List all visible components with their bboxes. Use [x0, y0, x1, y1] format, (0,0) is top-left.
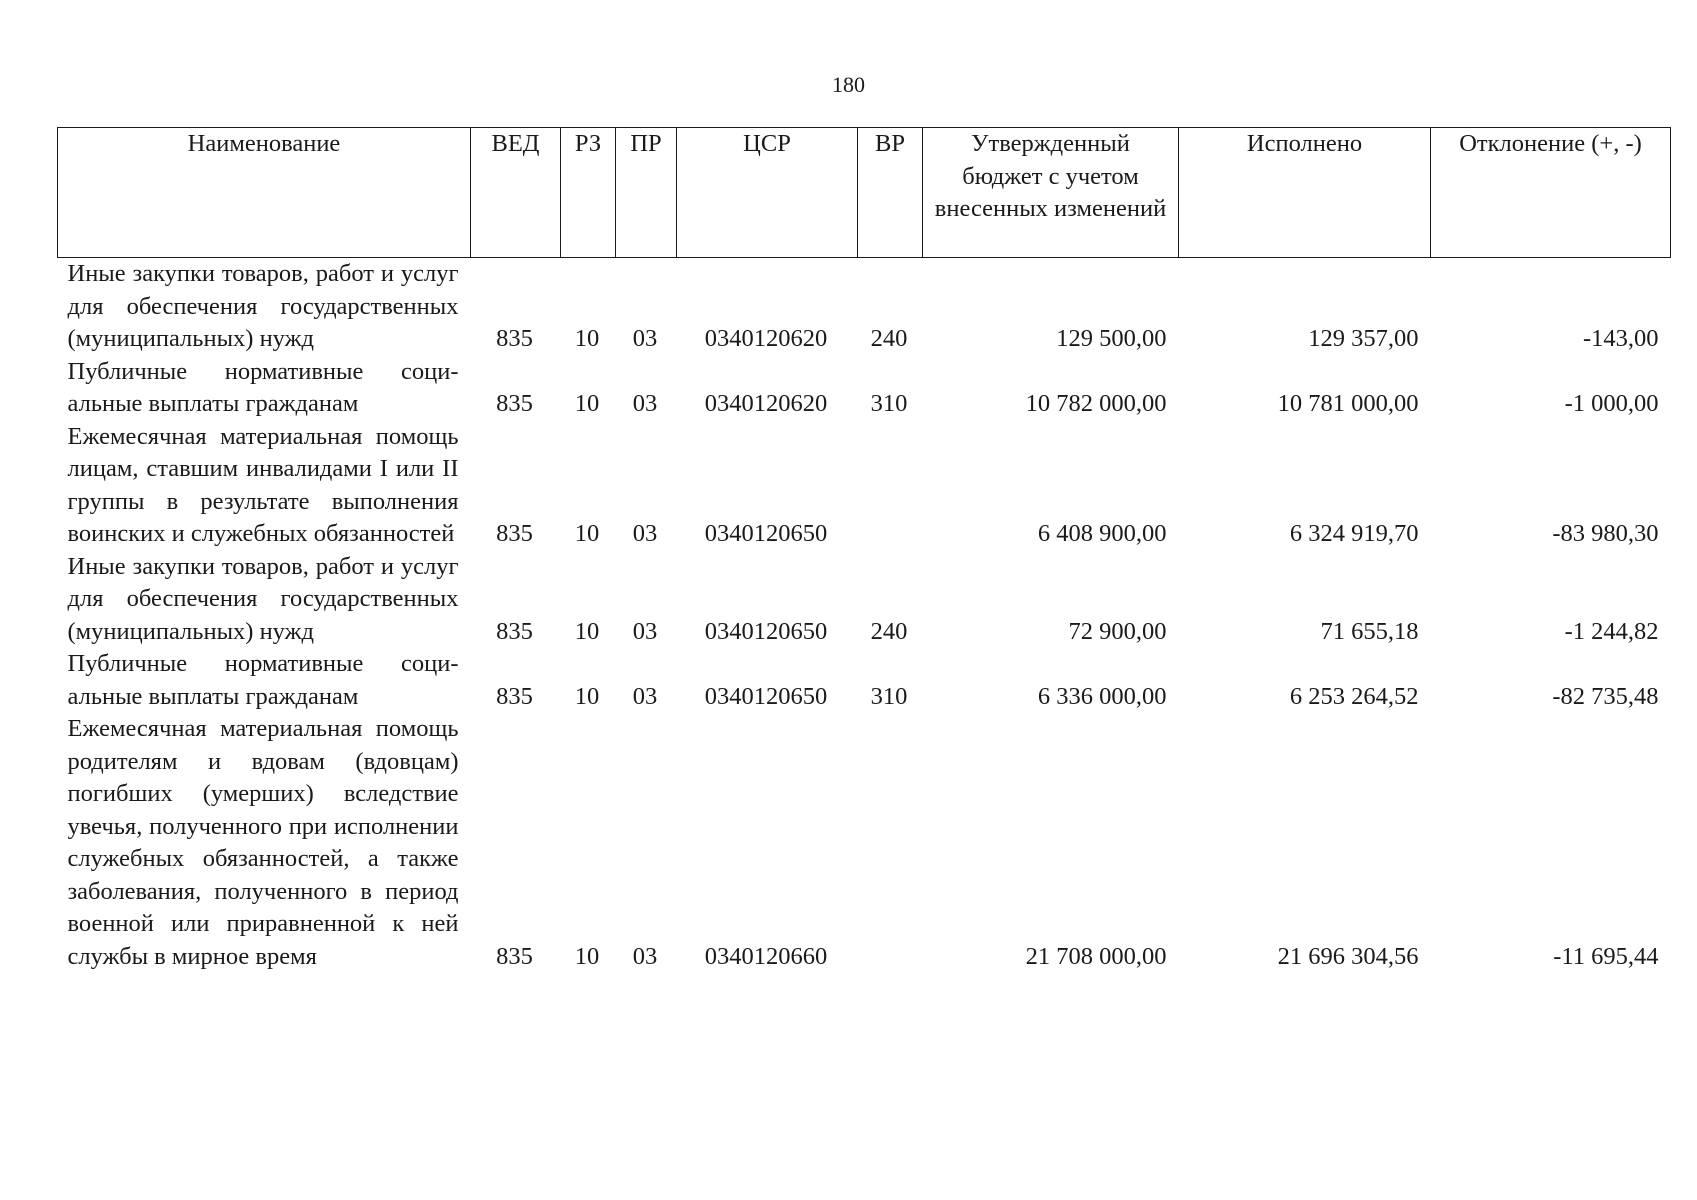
cell-executed: 6 253 264,52	[1289, 682, 1419, 710]
cell-deviation: -143,00	[1582, 325, 1659, 352]
cell-rz: 10	[574, 682, 600, 710]
table-row	[58, 258, 1671, 356]
cell-executed: 10 781 000,00	[1277, 390, 1419, 417]
cell-name: Публичные нормативные социальные выплаты гражданам	[67, 650, 459, 710]
cell-pr: 03	[632, 390, 658, 417]
cell-rz: 10	[574, 520, 600, 547]
cell-approved: 10 782 000,00	[1025, 390, 1167, 417]
cell-deviation: -82 735,48	[1552, 682, 1659, 710]
cell-csr: 0340120650	[704, 617, 828, 645]
cell-ved: 835	[496, 942, 533, 970]
cell-ved: 835	[496, 325, 533, 352]
table-row	[58, 356, 1671, 421]
cell-pr: 03	[632, 520, 658, 547]
cell-executed: 21 696 304,56	[1277, 942, 1419, 970]
cell-vr: 310	[870, 682, 908, 710]
cell-approved: 6 408 900,00	[1037, 520, 1167, 547]
cell-vr: 240	[870, 325, 908, 352]
header-deviation: Отклонение (+, -)	[1431, 128, 1671, 258]
cell-executed: 129 357,00	[1308, 325, 1419, 352]
cell-approved: 6 336 000,00	[1037, 682, 1167, 710]
header-vr: ВР	[858, 128, 923, 258]
cell-executed: 6 324 919,70	[1289, 520, 1419, 547]
header-rz: РЗ	[561, 128, 616, 258]
cell-name: Иные закупки товаров, работ и услуг для обеспечения государственных (муниципальных) нужд	[67, 260, 459, 352]
cell-rz: 10	[574, 617, 600, 645]
header-pr: ПР	[616, 128, 677, 258]
cell-deviation: -1 000,00	[1564, 390, 1659, 417]
cell-pr: 03	[632, 617, 658, 645]
cell-rz: 10	[574, 325, 600, 352]
header-csr: ЦСР	[677, 128, 858, 258]
cell-name: Ежемесячная материальная помощь лицам, ставшим инвалидами I или II группы в результате выполнения воинских и служебных обязанностей	[67, 422, 459, 547]
cell-name: Публичные нормативные социальные выплаты гражданам	[67, 357, 459, 417]
cell-deviation: -11 695,44	[1553, 942, 1659, 970]
cell-approved: 129 500,00	[1056, 325, 1167, 352]
cell-name: Иные закупки товаров, работ и услуг для обеспечения государственных (муниципальных) нужд	[67, 552, 459, 645]
cell-vr	[858, 713, 923, 973]
header-executed: Исполнено	[1179, 128, 1431, 258]
header-approved-budget: Утвержденный бюджет с учетом внесенных изменений	[923, 128, 1179, 258]
cell-csr: 0340120620	[704, 325, 828, 352]
cell-rz: 10	[574, 942, 600, 970]
cell-pr: 03	[632, 325, 658, 352]
cell-vr: 240	[870, 617, 908, 645]
cell-pr: 03	[632, 682, 658, 710]
cell-name: Ежемесячная материальная помощь родителям и вдовам (вдовцам) погибших (умерших) вследствие увечья, полученного при исполнении служебных обязанностей, а также заболевания, полученного в период военной или приравненной к ней службы в мирное время	[67, 715, 459, 970]
cell-csr: 0340120620	[704, 390, 828, 417]
budget-table	[57, 127, 1671, 973]
cell-csr: 0340120660	[704, 942, 828, 970]
table-row	[58, 713, 1671, 973]
table-row	[58, 551, 1671, 649]
header-name: Наименование	[58, 128, 471, 258]
cell-approved: 72 900,00	[1068, 617, 1167, 645]
cell-rz: 10	[574, 390, 600, 417]
cell-approved: 21 708 000,00	[1025, 942, 1167, 970]
cell-deviation: -83 980,30	[1552, 520, 1659, 547]
cell-executed: 71 655,18	[1320, 617, 1419, 645]
cell-csr: 0340120650	[704, 682, 828, 710]
header-ved: ВЕД	[471, 128, 561, 258]
table-header-row	[58, 128, 1671, 258]
cell-csr: 0340120650	[704, 520, 828, 547]
cell-ved: 835	[496, 390, 533, 417]
table-row	[58, 648, 1671, 713]
cell-vr: 310	[870, 390, 908, 417]
cell-ved: 835	[496, 617, 533, 645]
cell-pr: 03	[632, 942, 658, 970]
table-row	[58, 421, 1671, 551]
page-number: 180	[832, 72, 865, 97]
cell-ved: 835	[496, 520, 533, 547]
cell-deviation: -1 244,82	[1564, 617, 1659, 645]
cell-ved: 835	[496, 682, 533, 710]
cell-vr	[858, 421, 923, 551]
